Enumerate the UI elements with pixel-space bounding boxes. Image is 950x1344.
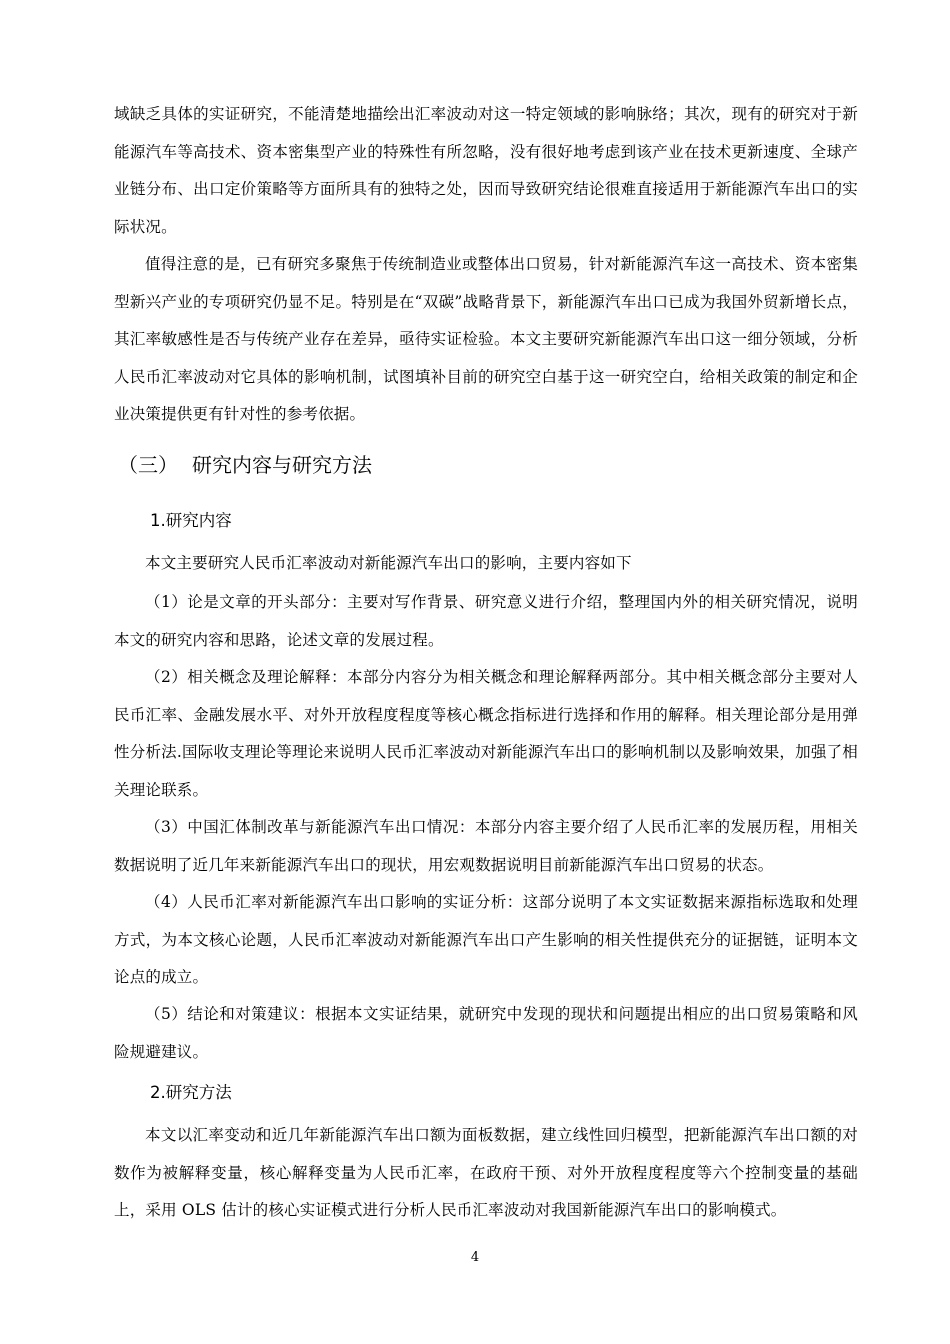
section-heading: [118, 446, 372, 484]
paragraph-research-method: 本文以汇率变动和近几年新能源汽车出口额为面板数据，建立线性回归模型，把新能源汽车出口额的对数作为被解释变量，核心解释变量为人民币汇率，在政府干预、对外开放程度程度等六个控制变量的基础上，采用 OLS 估计的核心实证模式进行分析人民币汇率波动对我国新能源汽车出口的影响模式。: [114, 1126, 858, 1219]
page-number: 4: [470, 1250, 480, 1265]
list-item-content-5: （5）结论和对策建议：根据本文实证结果，就研究中发现的现状和问题提出相应的出口贸易策略和风险规避建议。: [114, 1005, 858, 1061]
list-item-content-3: （3）中国汇体制改革与新能源汽车出口情况：本部分内容主要介绍了人民币汇率的发展历程，用相关数据说明了近几年来新能源汽车出口的现状，用宏观数据说明目前新能源汽车出口贸易的状态。: [114, 818, 858, 874]
section-title: 研究内容与研究方法: [192, 453, 372, 477]
paragraph-content-intro: 本文主要研究人民币汇率波动对新能源汽车出口的影响，主要内容如下: [145, 554, 632, 572]
subsection-heading-research-content: 1.研究内容: [150, 511, 232, 530]
section-number: （三）: [118, 453, 178, 477]
paragraph-research-gap-note: 值得注意的是，已有研究多聚焦于传统制造业或整体出口贸易，针对新能源汽车这一高技术、资本密集型新兴产业的专项研究仍显不足。特别是在“双碳”战略背景下，新能源汽车出口已成为我国外贸新增长点，其汇率敏感性是否与传统产业存在差异，亟待实证检验。本文主要研究新能源汽车出口这一细分领域，分析人民币汇率波动对它具体的影响机制，试图填补目前的研究空白基于这一研究空白，给相关政策的制定和企业决策提供更有针对性的参考依据。: [114, 255, 858, 423]
paragraph-previous-research-gaps: 域缺乏具体的实证研究，不能清楚地描绘出汇率波动对这一特定领域的影响脉络；其次，现有的研究对于新能源汽车等高技术、资本密集型产业的特殊性有所忽略，没有很好地考虑到该产业在技术更新速度、全球产业链分布、出口定价策略等方面所具有的独特之处，因而导致研究结论很难直接适用于新能源汽车出口的实际状况。: [114, 105, 858, 236]
list-item-content-1: （1）论是文章的开头部分：主要对写作背景、研究意义进行介绍，整理国内外的相关研究情况，说明本文的研究内容和思路，论述文章的发展过程。: [114, 593, 858, 649]
subsection-heading-research-method: 2.研究方法: [150, 1083, 232, 1102]
list-item-content-4: （4）人民币汇率对新能源汽车出口影响的实证分析：这部分说明了本文实证数据来源指标选取和处理方式，为本文核心论题，人民币汇率波动对新能源汽车出口产生影响的相关性提供充分的证据链，证明本文论点的成立。: [114, 893, 858, 986]
list-item-content-2: （2）相关概念及理论解释：本部分内容分为相关概念和理论解释两部分。其中相关概念部分主要对人民币汇率、金融发展水平、对外开放程度程度等核心概念指标进行选择和作用的解释。相关理论部分是用弹性分析法.国际收支理论等理论来说明人民币汇率波动对新能源汽车出口的影响机制以及影响效果，加强了相关理论联系。: [114, 668, 858, 799]
